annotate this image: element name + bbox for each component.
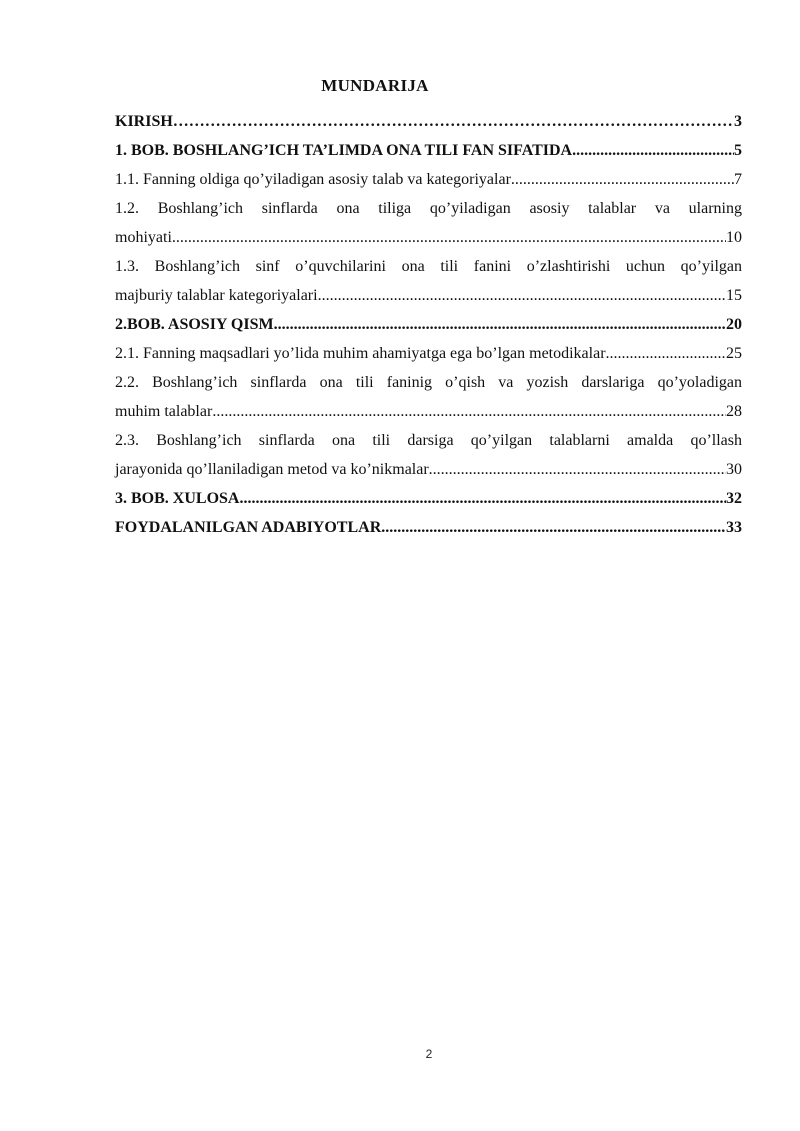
dot-leader bbox=[173, 107, 734, 136]
toc-page-number: 25 bbox=[726, 345, 742, 362]
toc-page-number: 3 bbox=[734, 113, 742, 130]
toc-page-number: 33 bbox=[726, 519, 742, 536]
toc-entry-label: 2.1. Fanning maqsadlari yo’lida muhim ahamiyatga ega bo’lgan metodikalar bbox=[115, 345, 606, 362]
toc-entry-references[interactable] bbox=[115, 513, 742, 542]
dot-leader bbox=[172, 223, 726, 252]
toc-entry-chapter-2[interactable] bbox=[115, 310, 742, 339]
toc-page-number: 10 bbox=[726, 229, 742, 246]
toc-entry-section-1-3[interactable] bbox=[115, 252, 742, 310]
toc-entry-section-1-1[interactable] bbox=[115, 165, 742, 194]
dot-leader bbox=[239, 484, 726, 513]
dot-leader bbox=[572, 136, 734, 165]
toc-entry-section-2-1[interactable] bbox=[115, 339, 742, 368]
toc-entry-label-line-1: 2.2. Boshlang’ich sinflarda ona tili faninig o’qish va yozish darslariga qo’yoladigan bbox=[115, 374, 742, 391]
dot-leader bbox=[511, 165, 734, 194]
toc-entry-chapter-3[interactable] bbox=[115, 484, 742, 513]
toc-entry-section-2-2[interactable] bbox=[115, 368, 742, 426]
dot-leader bbox=[274, 310, 726, 339]
toc-entry-chapter-1[interactable] bbox=[115, 136, 742, 165]
dot-leader bbox=[381, 513, 726, 542]
dot-leader bbox=[212, 397, 726, 426]
toc-entry-label-line-1: 1.3. Boshlang’ich sinf o’quvchilarini ona tili fanini o’zlashtirishi uchun qo’yilgan bbox=[115, 258, 742, 275]
toc-entry-section-1-2[interactable] bbox=[115, 194, 742, 252]
toc-entry-label: 1.1. Fanning oldiga qo’yiladigan asosiy talab va kategoriyalar bbox=[115, 171, 511, 188]
toc-page-number: 5 bbox=[734, 142, 742, 159]
toc-entry-label: 1. BOB. BOSHLANG’ICH TA’LIMDA ONA TILI FAN SIFATIDA bbox=[115, 142, 573, 159]
toc-page-number: 7 bbox=[734, 171, 742, 188]
toc-entry-label: KIRISH bbox=[115, 113, 173, 130]
toc-entry-label-line-2: majburiy talablar kategoriyalari bbox=[115, 287, 318, 304]
dot-leader bbox=[318, 281, 726, 310]
dot-leader bbox=[606, 339, 726, 368]
toc-entry-kirish[interactable] bbox=[115, 107, 742, 136]
toc-entry-label-line-1: 1.2. Boshlang’ich sinflarda ona tiliga qo’yiladigan asosiy talablar va ularning bbox=[115, 200, 742, 217]
table-of-contents bbox=[115, 107, 742, 542]
toc-entry-label-line-2: mohiyati bbox=[115, 229, 172, 246]
toc-entry-label-line-2: muhim talablar bbox=[115, 403, 213, 420]
toc-entry-label: 3. BOB. XULOSA bbox=[115, 490, 240, 507]
toc-title: MUNDARIJA bbox=[321, 76, 429, 95]
toc-page-number: 28 bbox=[726, 403, 742, 420]
toc-page-number: 15 bbox=[726, 287, 742, 304]
dot-leader bbox=[429, 455, 726, 484]
toc-entry-label-line-1: 2.3. Boshlang’ich sinflarda ona tili darsiga qo’yilgan talablarni amalda qo’llash bbox=[115, 432, 742, 449]
toc-page-number: 30 bbox=[726, 461, 742, 478]
toc-entry-section-2-3[interactable] bbox=[115, 426, 742, 484]
toc-page-number: 32 bbox=[726, 490, 742, 507]
toc-entry-label-line-2: jarayonida qo’llaniladigan metod va ko’nikmalar bbox=[115, 461, 429, 478]
toc-page-number: 20 bbox=[726, 316, 742, 333]
toc-entry-label: 2.BOB. ASOSIY QISM bbox=[115, 316, 274, 333]
page-number: 2 bbox=[425, 1047, 433, 1061]
toc-entry-label: FOYDALANILGAN ADABIYOTLAR bbox=[115, 519, 382, 536]
